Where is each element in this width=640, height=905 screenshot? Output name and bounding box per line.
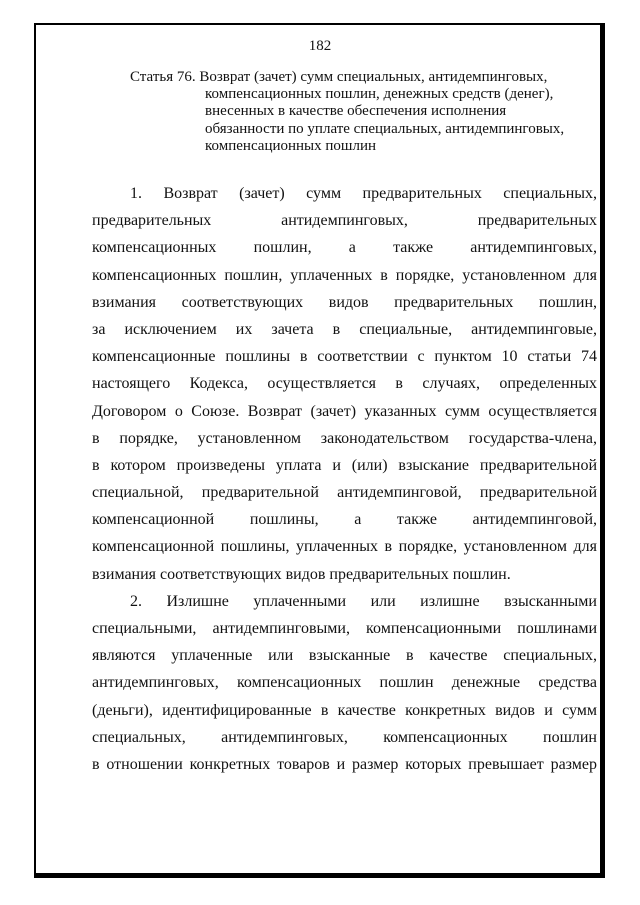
text-line: (деньги), идентифицированные в качестве конкретных видов и сумм bbox=[92, 701, 597, 719]
text-line: специальных, антидемпинговых, компенсационных пошлин bbox=[92, 728, 597, 746]
paragraph-1 bbox=[92, 180, 597, 588]
text-line: настоящего Кодекса, осуществляется в случаях, определенных bbox=[92, 375, 597, 393]
text-line: взимания соответствующих видов предварительных пошлин, bbox=[92, 293, 597, 311]
page-number: 182 bbox=[308, 38, 332, 54]
article-title-line: Статья 76. Возврат (зачет) сумм специальных, антидемпинговых, bbox=[130, 69, 548, 85]
text-line: компенсационной пошлины, уплаченных в порядке, установленном для bbox=[92, 538, 597, 556]
text-line: Договором о Союзе. Возврат (зачет) указанных сумм осуществляется bbox=[92, 402, 597, 420]
article-title-line: компенсационных пошлин, денежных средств (денег), bbox=[205, 86, 554, 103]
text-line: антидемпинговых, компенсационных пошлин денежные средства bbox=[92, 674, 597, 692]
text-line: специальными, антидемпинговыми, компенсационными пошлинами bbox=[92, 620, 597, 637]
article-title-line: компенсационных пошлин bbox=[205, 137, 376, 154]
text-line: специальной, предварительной антидемпинговой, предварительной bbox=[92, 484, 597, 502]
text-line: компенсационной пошлины, а также антидемпинговой, bbox=[92, 511, 597, 529]
text-line: в котором произведены уплата и (или) взыскание предварительной bbox=[92, 456, 597, 474]
text-line: в порядке, установленном законодательством государства-члена, bbox=[92, 429, 597, 447]
text-line: компенсационных пошлин, а также антидемпинговых, bbox=[92, 239, 597, 257]
text-line: 1. Возврат (зачет) сумм предварительных специальных, bbox=[130, 185, 597, 202]
text-line: предварительных антидемпинговых, предварительных bbox=[92, 212, 597, 230]
text-line: за исключением их зачета в специальные, антидемпинговые, bbox=[92, 320, 597, 338]
article-body bbox=[92, 180, 597, 778]
article-title bbox=[130, 69, 600, 155]
text-line: 2. Излишне уплаченными или излишне взысканными bbox=[130, 592, 597, 610]
text-line: в отношении конкретных товаров и размер которых превышает размер bbox=[92, 755, 597, 773]
text-line: компенсационных пошлин, уплаченных в порядке, установленном для bbox=[92, 266, 597, 284]
paragraph-2 bbox=[92, 588, 597, 778]
text-line: являются уплаченные или взысканные в качестве специальных, bbox=[92, 647, 597, 665]
article-title-line: внесенных в качестве обеспечения исполнения bbox=[205, 103, 507, 120]
article-title-line: обязанности по уплате специальных, антидемпинговых, bbox=[205, 120, 565, 137]
text-line: компенсационные пошлины в соответствии с пунктом 10 статьи 74 bbox=[92, 348, 597, 366]
text-line: взимания соответствующих видов предварительных пошлин. bbox=[92, 565, 511, 583]
